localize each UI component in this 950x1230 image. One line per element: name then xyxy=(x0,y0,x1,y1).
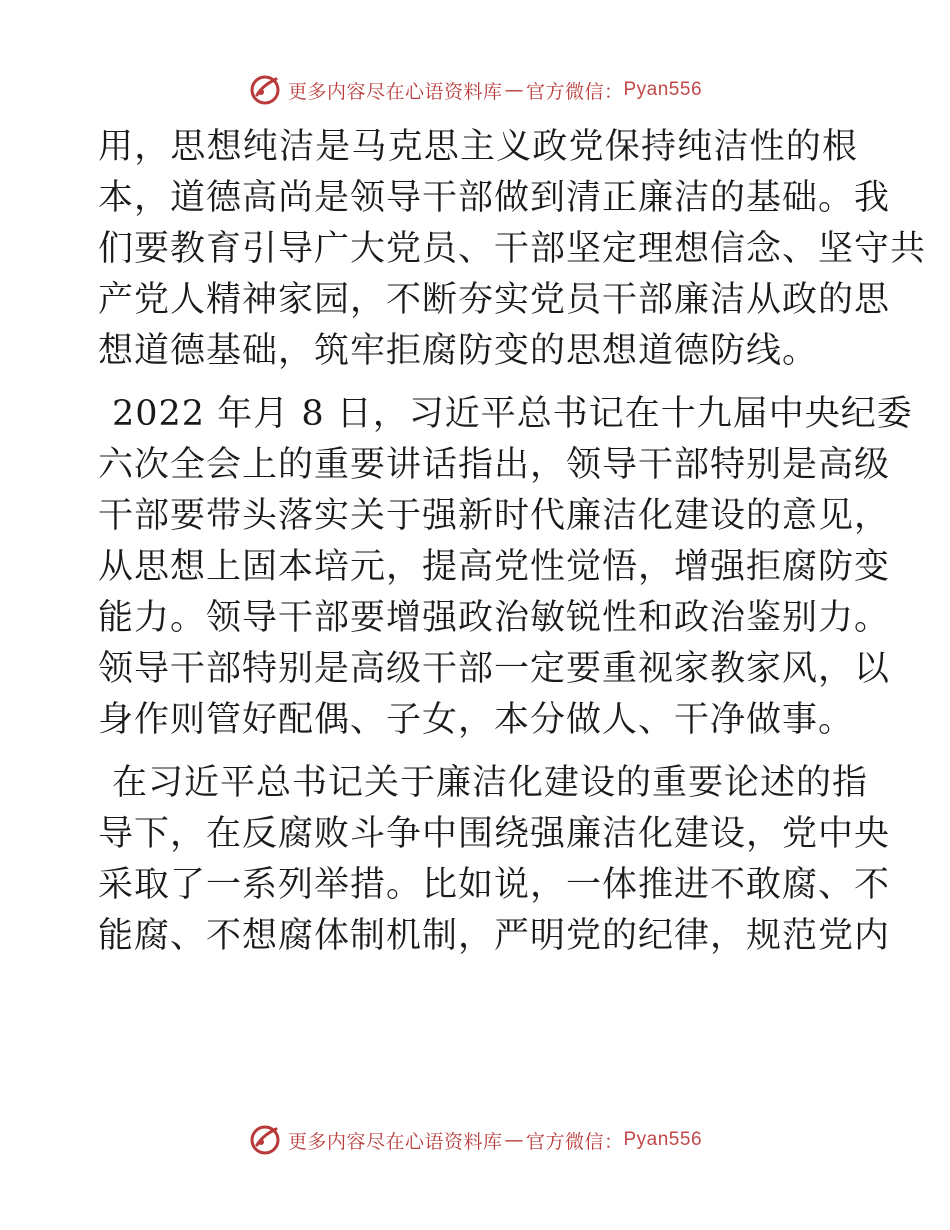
text-line: 们要教育引导广大党员、干部坚定理想信念、坚守共 xyxy=(98,229,927,269)
paragraph-3 xyxy=(98,758,891,962)
text-line: 在习近平总书记关于廉洁化建设的重要论述的指 xyxy=(112,763,869,803)
header-watermark xyxy=(0,70,950,110)
watermark-separator: — xyxy=(504,1129,524,1151)
footer-watermark xyxy=(0,1120,950,1160)
text-line: 六次全会上的重要讲话指出，领导干部特别是高级 xyxy=(98,445,891,485)
watermark-text: 更多内容尽在心语资料库 xyxy=(287,80,503,103)
text-line: 能力。领导干部要增强政治敏锐性和政治鉴别力。 xyxy=(98,598,891,638)
text-line: 2022 年月 8 日，习近平总书记在十九届中央纪委 xyxy=(112,394,913,434)
paragraph-2 xyxy=(98,389,913,746)
text-line: 导下，在反腐败斗争中围绕强廉洁化建设，党中央 xyxy=(98,814,891,854)
text-line: 能腐、不想腐体制机制，严明党的纪律，规范党内 xyxy=(98,916,891,956)
watermark-separator: — xyxy=(504,79,524,101)
watermark-text: 更多内容尽在心语资料库 xyxy=(287,1130,503,1153)
text-line: 想道德基础，筑牢拒腐防变的思想道德防线。 xyxy=(98,331,819,371)
text-line: 干部要带头落实关于强新时代廉洁化建设的意见， xyxy=(98,496,891,536)
brand-logo-icon xyxy=(248,1123,282,1157)
text-line: 采取了一系列举措。比如说，一体推进不敢腐、不 xyxy=(98,865,891,905)
text-line: 用，思想纯洁是马克思主义政党保持纯洁性的根 xyxy=(98,127,858,167)
watermark-label: 官方微信： xyxy=(525,1130,624,1153)
watermark-id: Pyan556 xyxy=(623,79,703,100)
text-line: 本，道德高尚是领导干部做到清正廉洁的基础。我 xyxy=(98,178,891,218)
text-line: 身作则管好配偶、子女，本分做人、干净做事。 xyxy=(98,700,855,740)
paragraph-1 xyxy=(98,122,927,377)
brand-logo-icon xyxy=(248,73,282,107)
text-line: 从思想上固本培元，提高党性觉悟，增强拒腐防变 xyxy=(98,547,891,587)
text-line: 产党人精神家园，不断夯实党员干部廉洁从政的思 xyxy=(98,280,891,320)
watermark-id: Pyan556 xyxy=(623,1129,703,1150)
document-body xyxy=(98,122,927,974)
text-line: 领导干部特别是高级干部一定要重视家教家风，以 xyxy=(98,649,891,689)
watermark-label: 官方微信： xyxy=(525,80,624,103)
